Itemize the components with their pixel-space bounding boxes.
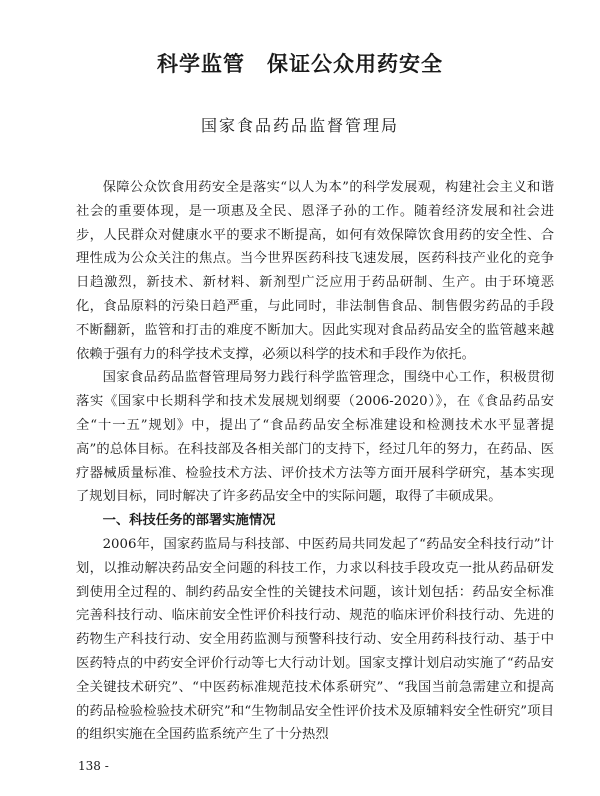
section-heading: 一、科技任务的部署实施情况 [102, 513, 276, 529]
page-number: 138 - [78, 759, 109, 773]
page-title: 科学监管 保证公众用药安全 [157, 51, 443, 76]
paragraph: 2006年，国家药监局与科技部、中医药局共同发起了“药品安全科技行动”计划，以推动解决药品安全问题的科技工作，力求以科技手段攻克一批从药品研发到使用全过程的、制约药品安全性的关键技术问题，该计划包括：药品安全标准完善科技行动、临床前安全性评价科技行动、规范的临床评价科技行动、先进的药物生产科技行动、安全用药监测与预警科技行动、安全用药科技行动、基于中医药特点的中药安全评价行动等七大行动计划。国家支撑计划启动实施了“药品安全关键技术研究”、“中医药标准规范技术体系研究”、“我国当前急需建立和提高的药品检验检验技术研究”和“生物制品安全性评价技术及原辅料安全性研究”项目的组织实施在全国药监系统产生了十分热烈 [76, 536, 554, 743]
author-line: 国家食品药品监督管理局 [200, 116, 399, 135]
article-body [76, 176, 554, 747]
paragraph: 保障公众饮食用药安全是落实“以人为本”的科学发展观，构建社会主义和谐社会的重要体现，是一项惠及全民、恩泽子孙的工作。随着经济发展和社会进步，人民群众对健康水平的要求不断提高，如何有效保障饮食用药的安全性、合理性成为公众关注的焦点。当今世界医药科技飞速发展，医药科技产业化的竞争日趋激烈，新技术、新材料、新剂型广泛应用于药品研制、生产。由于环境恶化，食品原料的污染日趋严重，与此同时，非法制售食品、制售假劣药品的手段不断翻新，监管和打击的难度不断加大。因此实现对食品药品安全的监管越来越依赖于强有力的科学技术支撑，必须以科学的技术和手段作为依托。 [76, 180, 554, 362]
paragraph: 国家食品药品监督管理局努力践行科学监管理念，围绕中心工作，积极贯彻落实《国家中长期科学和技术发展规划纲要（2006-2020）》，在《食品药品安全“十一五”规划》中，提出了“食品药品安全标准建设和检测技术水平显著提高”的总体目标。在科技部及各相关部门的支持下，经过几年的努力，在药品、医疗器械质量标准、检验技术方法、评价技术方法等方面开展科学研究，基本实现了规划目标，同时解决了许多药品安全中的实际问题，取得了丰硕成果。 [76, 370, 554, 505]
